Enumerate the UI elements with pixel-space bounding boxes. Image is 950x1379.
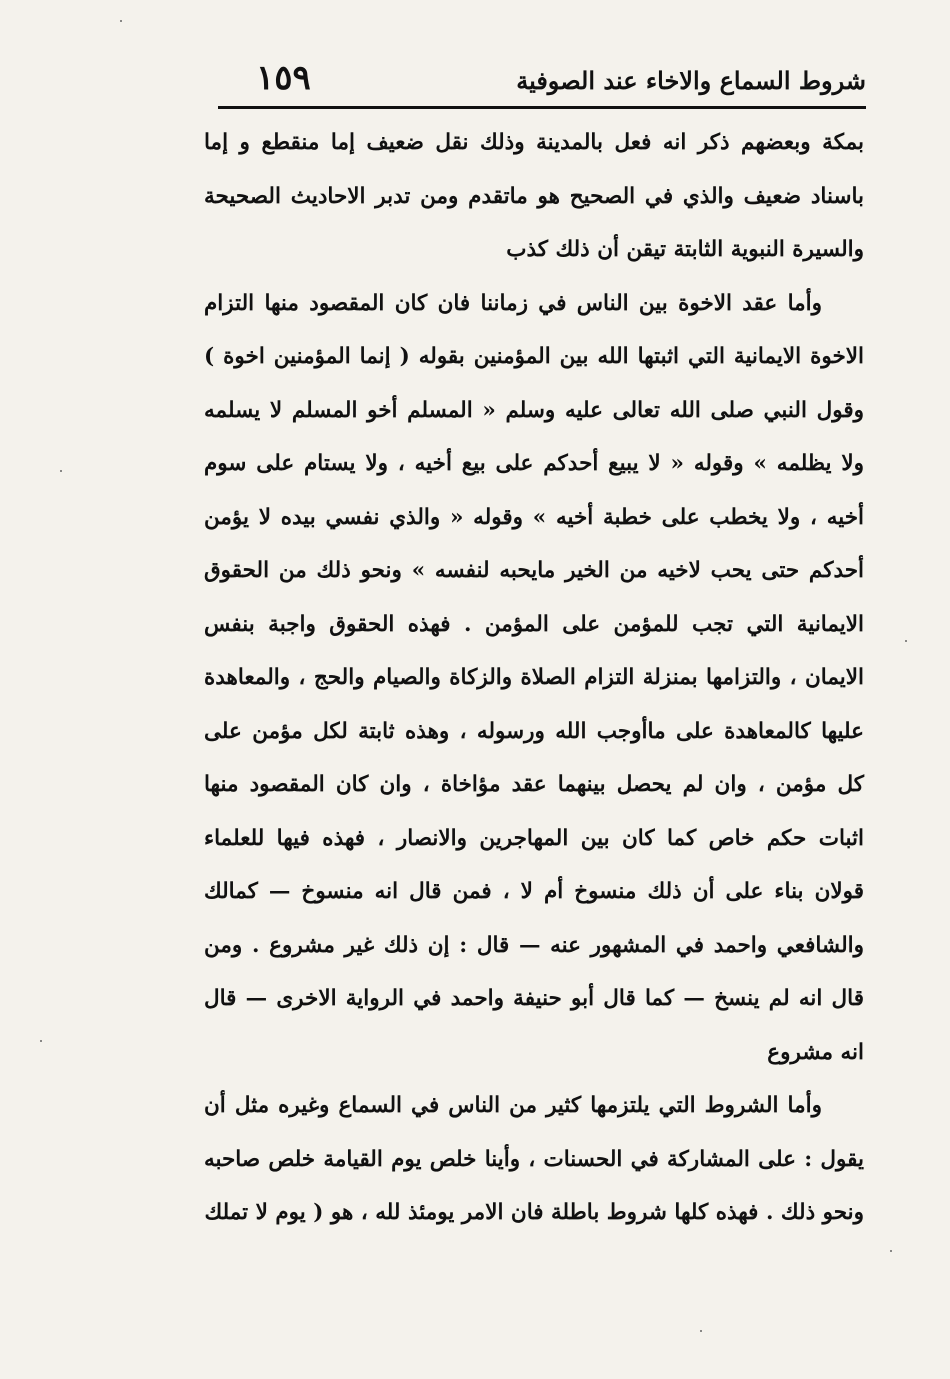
running-title: شروط السماع والاخاء عند الصوفية <box>516 66 866 95</box>
header-rule <box>218 106 866 109</box>
paragraph: بمكة وبعضهم ذكر انه فعل بالمدينة وذلك نقل ضعيف إما منقطع و إما باسناد ضعيف والذي في الصحيح هو ماتقدم ومن تدبر الاحاديث الصحيحة والسيرة النبوية الثابتة تيقن أن ذلك كذب <box>204 130 864 262</box>
paragraph: وأما عقد الاخوة بين الناس في زماننا فان كان المقصود منها التزام الاخوة الايمانية التي اثبتها الله بين المؤمنين بقوله ( إنما المؤمنين اخوة ) وقول النبي صلى الله تعالى عليه وسلم « المسلم أخو المسلم لا يسلمه ولا يظلمه » وقوله « لا يبيع أحدكم على بيع أخيه ، ولا يستام على سوم أخيه ، ولا يخطب على خطبة أخيه » وقوله « والذي نفسي بيده لا يؤمن أحدكم حتى يحب لاخيه من الخير مايحبه لنفسه » ونحو ذلك من الحقوق الايمانية التي تجب للمؤمن على المؤمن . فهذه الحقوق واجبة بنفس الايمان ، والتزامها بمنزلة التزام الصلاة والزكاة والصيام والحج ، والمعاهدة عليها كالمعاهدة على ماأوجب الله ورسوله ، وهذه ثابتة لكل مؤمن على كل مؤمن ، وان لم يحصل بينهما عقد مؤاخاة ، وان كان المقصود منها اثبات حكم خاص كما كان بين المهاجرين والانصار ، فهذه فيها للعلماء قولان بناء على أن ذلك منسوخ أم لا ، فمن قال انه منسوخ — كمالك والشافعي واحمد في المشهور عنه — قال : إن ذلك غير مشروع . ومن قال انه لم ينسخ — كما قال أبو حنيفة واحمد في الرواية الاخرى — قال انه مشروع <box>204 290 864 1065</box>
page-number: ١٥٩ <box>256 58 311 98</box>
body-text <box>204 116 864 1240</box>
scan-speck <box>890 1250 892 1252</box>
scan-speck <box>60 470 62 472</box>
scan-speck <box>40 1040 42 1042</box>
scan-speck <box>905 640 907 642</box>
page-header <box>218 58 866 104</box>
scan-speck <box>120 20 122 22</box>
scan-speck <box>700 1330 702 1332</box>
paragraph: وأما الشروط التي يلتزمها كثير من الناس في السماع وغيره مثل أن يقول : على المشاركة في الحسنات ، وأينا خلص يوم القيامة خلص صاحبه ونحو ذلك . فهذه كلها شروط باطلة فان الامر يومئذ لله ، هو ( يوم لا تملك <box>204 1093 864 1225</box>
